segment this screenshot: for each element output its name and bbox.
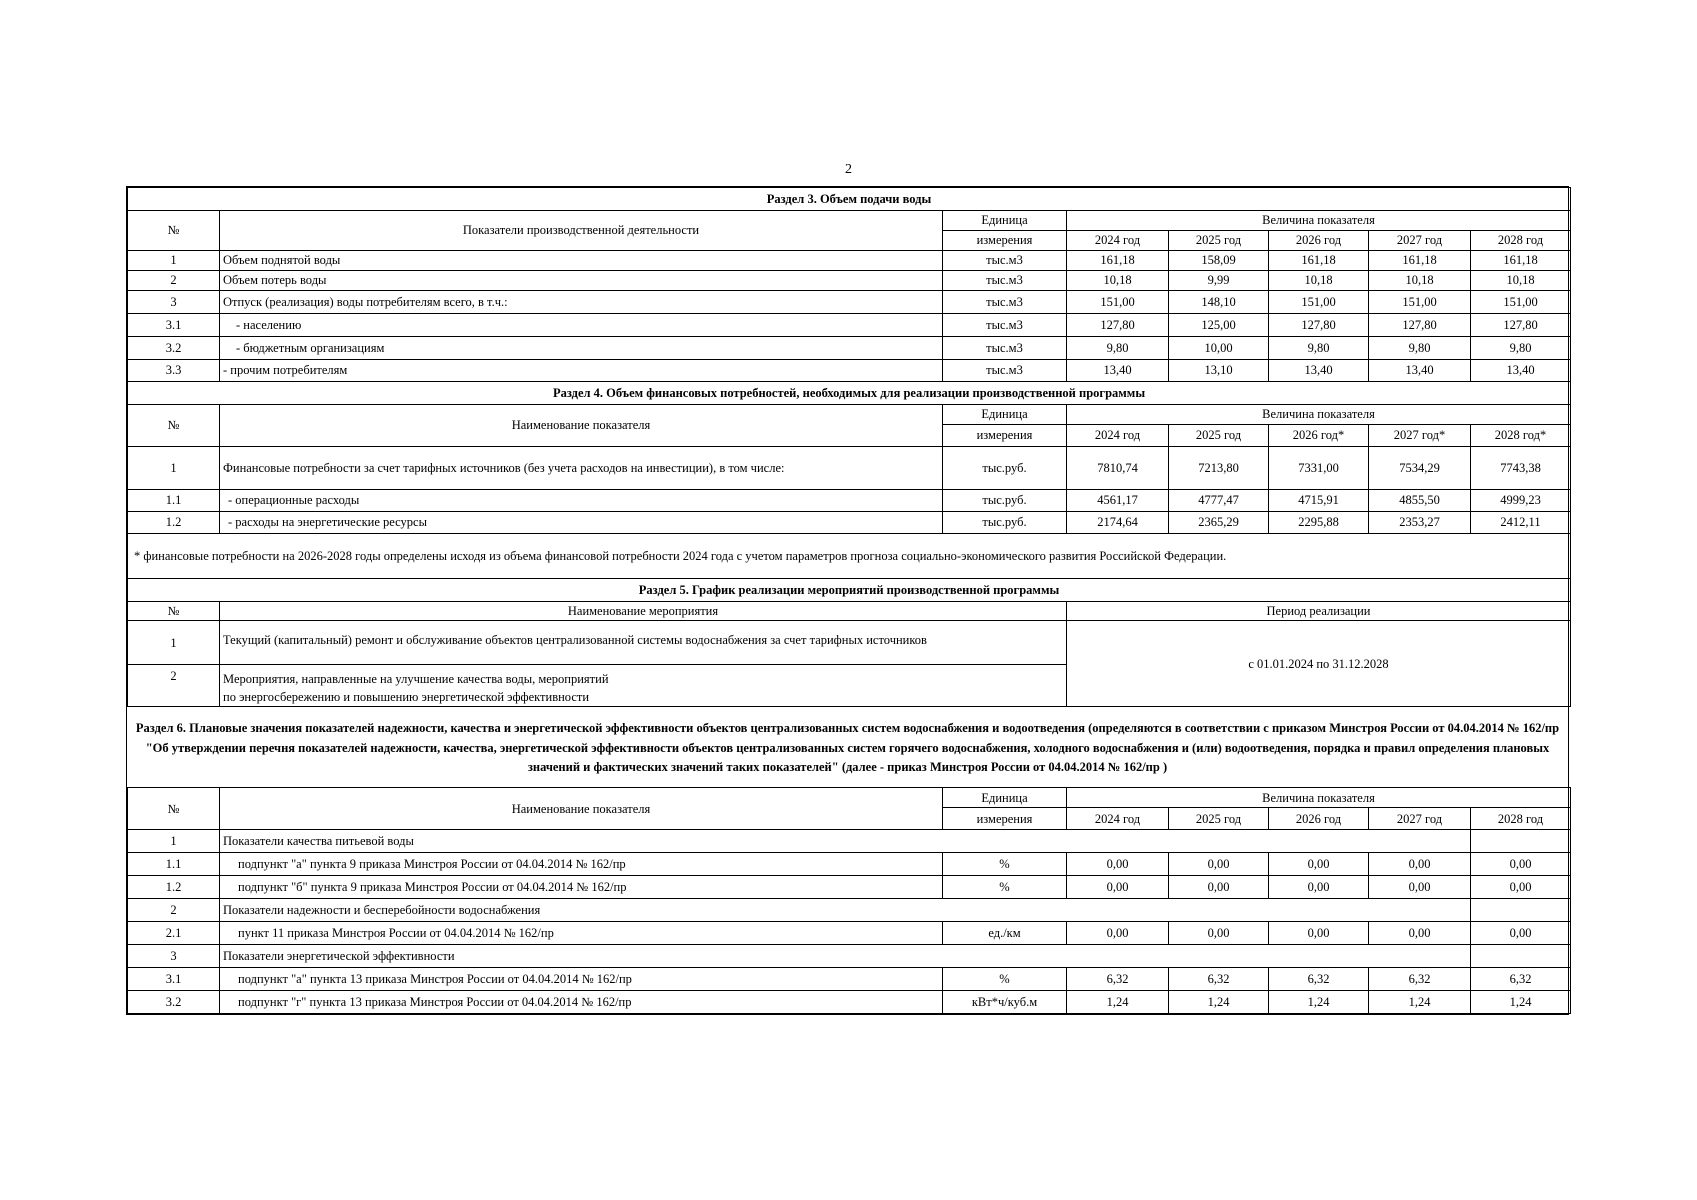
group-no: 2 (128, 899, 220, 922)
row-name (220, 665, 1067, 707)
row-value: 9,80 (1471, 337, 1571, 360)
row-value: 127,80 (1269, 314, 1369, 337)
row-value: 6,32 (1369, 968, 1471, 991)
section-6-title: Раздел 6. Плановые значения показателей надежности, качества и энергетической эффективности объектов централизованных систем водоснабжения и водоотведения (определяются в соответствии с приказом Минстроя России от 04.04.2014 № 162/пр "Об утверждении перечня показателей надежности, качества, энергетической эффективности объектов централизованных систем горячего водоснабжения, холодного водоснабжения и (или) водоотведения, порядка и правил определения плановых значений и фактических значений таких показателей" (далее - приказ Минстроя России от 04.04.2014 № 162/пр ) (135, 721, 1560, 774)
row-value: 9,80 (1269, 337, 1369, 360)
table-row (128, 853, 1571, 876)
s3-header-value: Величина показателя (1067, 211, 1571, 231)
row-value: 4999,23 (1471, 490, 1571, 512)
group-row (128, 830, 1571, 853)
row-value: 1,24 (1067, 991, 1169, 1014)
row-value: 1,24 (1169, 991, 1269, 1014)
row-unit: % (943, 853, 1067, 876)
row-name: Финансовые потребности за счет тарифных источников (без учета расходов на инвестиции), в том числе: (220, 447, 943, 490)
section-4-note-row (128, 534, 1571, 579)
s3-header-row-1 (128, 211, 1571, 231)
table-row (128, 490, 1571, 512)
section-4-title-row (128, 382, 1571, 405)
row-value: 125,00 (1169, 314, 1269, 337)
s4-year: 2024 год (1067, 425, 1169, 447)
row-name: подпункт "г" пункта 13 приказа Минстроя России от 04.04.2014 № 162/пр (220, 991, 943, 1014)
realization-period: с 01.01.2024 по 31.12.2028 (1067, 621, 1571, 707)
row-value: 0,00 (1169, 922, 1269, 945)
s3-year: 2024 год (1067, 231, 1169, 251)
row-value: 10,18 (1269, 271, 1369, 291)
row-value: 13,40 (1067, 360, 1169, 382)
row-name: подпункт "а" пункта 9 приказа Минстроя России от 04.04.2014 № 162/пр (220, 853, 943, 876)
row-value: 7331,00 (1269, 447, 1369, 490)
row-unit: тыс.м3 (943, 314, 1067, 337)
page-number: 2 (845, 162, 852, 177)
s6-header-value: Величина показателя (1067, 788, 1571, 808)
row-unit: кВт*ч/куб.м (943, 991, 1067, 1014)
row-value: 161,18 (1269, 251, 1369, 271)
table-row (128, 271, 1571, 291)
row-value: 0,00 (1471, 853, 1571, 876)
row-no: 1.1 (128, 853, 220, 876)
row-no: 3.2 (128, 337, 220, 360)
row-name: - бюджетным организациям (220, 337, 943, 360)
row-value: 4561,17 (1067, 490, 1169, 512)
row-value: 2412,11 (1471, 512, 1571, 534)
s6-header-no: № (128, 788, 220, 830)
row-no: 1 (128, 447, 220, 490)
row-value: 9,80 (1067, 337, 1169, 360)
empty-cell (1369, 830, 1471, 853)
row-value: 6,32 (1067, 968, 1169, 991)
row-value: 0,00 (1369, 922, 1471, 945)
s3-header-no: № (128, 211, 220, 251)
group-name: Показатели энергетической эффективности (220, 945, 1369, 968)
row-name-line: по энергосбережению и повышению энергетической эффективности (223, 689, 590, 704)
row-value: 1,24 (1269, 991, 1369, 1014)
row-value: 4777,47 (1169, 490, 1269, 512)
row-value: 161,18 (1471, 251, 1571, 271)
section-6-table (127, 787, 1571, 1014)
row-no: 2.1 (128, 922, 220, 945)
row-name: подпункт "а" пункта 13 приказа Минстроя России от 04.04.2014 № 162/пр (220, 968, 943, 991)
table-row (128, 876, 1571, 899)
s3-year: 2028 год (1471, 231, 1571, 251)
row-name: подпункт "б" пункта 9 приказа Минстроя России от 04.04.2014 № 162/пр (220, 876, 943, 899)
row-value: 2174,64 (1067, 512, 1169, 534)
row-value: 151,00 (1067, 291, 1169, 314)
s6-header-row-1 (128, 788, 1571, 808)
row-no: 3.3 (128, 360, 220, 382)
s4-year: 2028 год* (1471, 425, 1571, 447)
row-name: Объем поднятой воды (220, 251, 943, 271)
group-row (128, 899, 1571, 922)
row-value: 148,10 (1169, 291, 1269, 314)
row-unit: тыс.м3 (943, 337, 1067, 360)
row-no: 3.2 (128, 991, 220, 1014)
s4-header-name: Наименование показателя (220, 405, 943, 447)
row-no: 1 (128, 251, 220, 271)
s3-year: 2027 год (1369, 231, 1471, 251)
row-unit: % (943, 968, 1067, 991)
row-value: 1,24 (1471, 991, 1571, 1014)
s5-header-row (128, 602, 1571, 621)
table-row (128, 991, 1571, 1014)
empty-cell (1471, 945, 1571, 968)
s4-header-value: Величина показателя (1067, 405, 1571, 425)
row-no: 3.1 (128, 968, 220, 991)
group-no: 3 (128, 945, 220, 968)
s3-header-unit-line2: измерения (943, 231, 1067, 251)
main-table (127, 187, 1571, 707)
row-name: пункт 11 приказа Минстроя России от 04.04.2014 № 162/пр (220, 922, 943, 945)
row-name-line: Мероприятия, направленные на улучшение качества воды, мероприятий (223, 672, 609, 687)
row-unit: ед./км (943, 922, 1067, 945)
row-value: 0,00 (1269, 853, 1369, 876)
row-value: 0,00 (1471, 876, 1571, 899)
s6-year: 2024 год (1067, 808, 1169, 830)
s3-header-unit-line1: Единица (943, 211, 1067, 231)
row-value: 13,10 (1169, 360, 1269, 382)
s4-year: 2026 год* (1269, 425, 1369, 447)
s3-year: 2026 год (1269, 231, 1369, 251)
row-value: 4855,50 (1369, 490, 1471, 512)
empty-cell (1369, 899, 1471, 922)
row-unit: тыс.м3 (943, 291, 1067, 314)
row-value: 10,00 (1169, 337, 1269, 360)
row-value: 0,00 (1169, 876, 1269, 899)
row-value: 7810,74 (1067, 447, 1169, 490)
row-no: 2 (128, 271, 220, 291)
row-unit: тыс.руб. (943, 512, 1067, 534)
row-no: 1.1 (128, 490, 220, 512)
s4-header-unit-line1: Единица (943, 405, 1067, 425)
row-value: 2365,29 (1169, 512, 1269, 534)
row-no: 2 (128, 665, 220, 707)
s4-year: 2025 год (1169, 425, 1269, 447)
s5-header-name: Наименование мероприятия (220, 602, 1067, 621)
section-3-title: Раздел 3. Объем подачи воды (128, 188, 1571, 211)
s6-year: 2026 год (1269, 808, 1369, 830)
row-value: 127,80 (1471, 314, 1571, 337)
row-value: 127,80 (1369, 314, 1471, 337)
row-value: 6,32 (1471, 968, 1571, 991)
row-value: 0,00 (1067, 876, 1169, 899)
s3-year: 2025 год (1169, 231, 1269, 251)
s6-year: 2027 год (1369, 808, 1471, 830)
row-unit: тыс.м3 (943, 360, 1067, 382)
row-value: 0,00 (1369, 876, 1471, 899)
section-3-title-row (128, 188, 1571, 211)
row-name: Отпуск (реализация) воды потребителям всего, в т.ч.: (220, 291, 943, 314)
row-name: Объем потерь воды (220, 271, 943, 291)
row-no: 3 (128, 291, 220, 314)
row-value: 7213,80 (1169, 447, 1269, 490)
row-no: 1.2 (128, 512, 220, 534)
empty-cell (1471, 899, 1571, 922)
row-value: 13,40 (1269, 360, 1369, 382)
row-value: 151,00 (1369, 291, 1471, 314)
row-no: 3.1 (128, 314, 220, 337)
row-value: 6,32 (1169, 968, 1269, 991)
row-value: 9,99 (1169, 271, 1269, 291)
row-name: - расходы на энергетические ресурсы (220, 512, 943, 534)
s6-header-unit-line2: измерения (943, 808, 1067, 830)
s6-year: 2025 год (1169, 808, 1269, 830)
row-unit: % (943, 876, 1067, 899)
row-value: 0,00 (1067, 922, 1169, 945)
row-value: 2353,27 (1369, 512, 1471, 534)
row-value: 0,00 (1169, 853, 1269, 876)
row-value: 4715,91 (1269, 490, 1369, 512)
section-5-title: Раздел 5. График реализации мероприятий производственной программы (128, 579, 1571, 602)
table-row (128, 251, 1571, 271)
s5-header-no: № (128, 602, 220, 621)
row-value: 151,00 (1471, 291, 1571, 314)
row-unit: тыс.м3 (943, 271, 1067, 291)
table-row (128, 291, 1571, 314)
s5-header-period: Период реализации (1067, 602, 1571, 621)
row-name: - операционные расходы (220, 490, 943, 512)
s4-header-row-1 (128, 405, 1571, 425)
row-value: 10,18 (1369, 271, 1471, 291)
row-value: 127,80 (1067, 314, 1169, 337)
table-row (128, 968, 1571, 991)
table-row (128, 512, 1571, 534)
row-value: 0,00 (1269, 922, 1369, 945)
row-value: 9,80 (1369, 337, 1471, 360)
s6-year: 2028 год (1471, 808, 1571, 830)
group-name: Показатели надежности и бесперебойности водоснабжения (220, 899, 1369, 922)
row-no: 1 (128, 621, 220, 665)
group-row (128, 945, 1571, 968)
row-value: 13,40 (1471, 360, 1571, 382)
row-no: 1.2 (128, 876, 220, 899)
row-value: 0,00 (1067, 853, 1169, 876)
row-value: 161,18 (1369, 251, 1471, 271)
row-name: - прочим потребителям (220, 360, 943, 382)
row-value: 7534,29 (1369, 447, 1471, 490)
table-row (128, 337, 1571, 360)
row-value: 2295,88 (1269, 512, 1369, 534)
row-unit: тыс.руб. (943, 490, 1067, 512)
row-value: 6,32 (1269, 968, 1369, 991)
table-row (128, 621, 1571, 665)
table-row (128, 922, 1571, 945)
row-name: Текущий (капитальный) ремонт и обслуживание объектов централизованной системы водоснабжения за счет тарифных источников (220, 621, 1067, 665)
s4-header-no: № (128, 405, 220, 447)
row-value: 13,40 (1369, 360, 1471, 382)
empty-cell (1369, 945, 1471, 968)
row-value: 0,00 (1471, 922, 1571, 945)
document-frame (126, 186, 1569, 1015)
table-row (128, 360, 1571, 382)
row-value: 0,00 (1369, 853, 1471, 876)
group-name: Показатели качества питьевой воды (220, 830, 1369, 853)
row-value: 7743,38 (1471, 447, 1571, 490)
row-value: 158,09 (1169, 251, 1269, 271)
group-no: 1 (128, 830, 220, 853)
s6-header-unit-line1: Единица (943, 788, 1067, 808)
row-value: 151,00 (1269, 291, 1369, 314)
row-value: 161,18 (1067, 251, 1169, 271)
row-name: - населению (220, 314, 943, 337)
row-unit: тыс.м3 (943, 251, 1067, 271)
row-value: 1,24 (1369, 991, 1471, 1014)
s6-header-name: Наименование показателя (220, 788, 943, 830)
s3-header-name: Показатели производственной деятельности (220, 211, 943, 251)
table-row (128, 314, 1571, 337)
row-value: 10,18 (1471, 271, 1571, 291)
empty-cell (1471, 830, 1571, 853)
section-4-footnote: * финансовые потребности на 2026-2028 годы определены исходя из объема финансовой потребности 2024 года с учетом параметров прогноза социально-экономического развития Российской Федерации. (128, 534, 1571, 579)
section-4-title: Раздел 4. Объем финансовых потребностей, необходимых для реализации производственной программы (128, 382, 1571, 405)
s4-header-unit-line2: измерения (943, 425, 1067, 447)
row-unit: тыс.руб. (943, 447, 1067, 490)
row-value: 0,00 (1269, 876, 1369, 899)
section-5-title-row (128, 579, 1571, 602)
s4-year: 2027 год* (1369, 425, 1471, 447)
table-row (128, 447, 1571, 490)
row-value: 10,18 (1067, 271, 1169, 291)
